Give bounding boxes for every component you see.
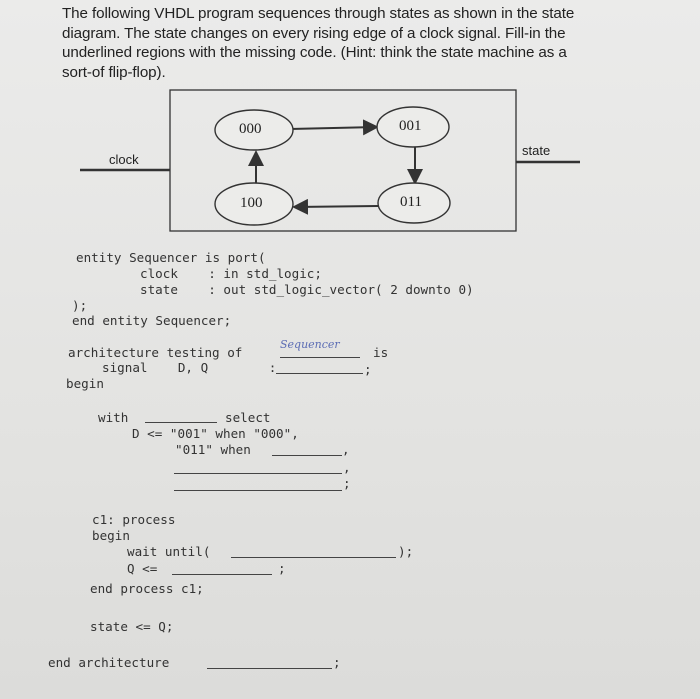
q-assign-field[interactable] bbox=[172, 562, 272, 580]
code-process-begin: begin bbox=[92, 528, 130, 543]
code-is-keyword: is bbox=[373, 345, 389, 360]
signal-type-underline bbox=[276, 362, 363, 374]
code-architecture-prefix: architecture testing of bbox=[68, 345, 243, 360]
code-wait-until: wait until( bbox=[127, 544, 211, 559]
code-d-assign: D <= "001" when "000", bbox=[132, 426, 299, 441]
code-close-port: ); bbox=[72, 298, 88, 313]
code-q-assign: Q <= bbox=[127, 561, 158, 576]
when-011-field[interactable] bbox=[272, 443, 342, 461]
state-001-label: 001 bbox=[399, 118, 422, 134]
code-state-port: state : out std_logic_vector( 2 downto 0) bbox=[140, 282, 474, 297]
clock-label: clock bbox=[109, 152, 139, 167]
code-state-assign: state <= Q; bbox=[90, 619, 174, 634]
code-entity-line: entity Sequencer is port( bbox=[76, 250, 266, 265]
state-011-label: 011 bbox=[400, 194, 422, 210]
state-000-label: 000 bbox=[239, 121, 262, 137]
code-select-keyword: select bbox=[225, 410, 271, 425]
code-signal-semicolon: ; bbox=[364, 362, 372, 377]
with-select-underline bbox=[145, 411, 217, 423]
wait-until-underline bbox=[231, 546, 396, 558]
problem-statement: The following VHDL program sequences through states as shown in the state diagram. The state changes on every rising edge of a clock signal. Fill-in the underlined regions with the missing code. (Hint: think the state machine as a sort-of flip-flop). bbox=[62, 5, 575, 81]
code-q-semicolon: ; bbox=[278, 561, 286, 576]
end-architecture-underline bbox=[207, 657, 332, 669]
select-case-field-2[interactable] bbox=[174, 478, 342, 496]
select-case-underline-2 bbox=[174, 479, 342, 491]
when-011-underline bbox=[272, 444, 342, 456]
code-end-architecture: end architecture bbox=[48, 655, 170, 670]
select-case-field-1[interactable] bbox=[174, 461, 342, 479]
code-end-process: end process c1; bbox=[90, 581, 204, 596]
state-label: state bbox=[522, 143, 551, 158]
signal-type-field[interactable] bbox=[276, 361, 363, 379]
code-with-keyword: with bbox=[98, 410, 129, 425]
select-case-underline-1 bbox=[174, 462, 342, 474]
end-architecture-field[interactable] bbox=[207, 656, 332, 674]
code-case1-comma: , bbox=[343, 460, 351, 475]
code-case2-semicolon: ; bbox=[343, 476, 351, 491]
code-end-semicolon: ; bbox=[333, 655, 341, 670]
code-signal-line: signal D, Q : bbox=[102, 360, 277, 375]
code-end-entity: end entity Sequencer; bbox=[72, 313, 232, 328]
arrow-011-to-100 bbox=[294, 206, 378, 207]
code-when-011: "011" when bbox=[175, 442, 251, 457]
code-wait-close: ); bbox=[398, 544, 414, 559]
handwritten-sequencer: Sequencer bbox=[280, 338, 340, 351]
code-clock-port: clock : in std_logic; bbox=[140, 266, 322, 281]
code-begin: begin bbox=[66, 376, 104, 391]
q-assign-underline bbox=[172, 563, 272, 575]
wait-until-field[interactable] bbox=[231, 545, 396, 563]
code-when-011-comma: , bbox=[342, 442, 350, 457]
state-diagram bbox=[0, 0, 700, 260]
state-100-label: 100 bbox=[240, 195, 263, 211]
code-process-line: c1: process bbox=[92, 512, 176, 527]
arrow-000-to-001 bbox=[290, 127, 377, 129]
